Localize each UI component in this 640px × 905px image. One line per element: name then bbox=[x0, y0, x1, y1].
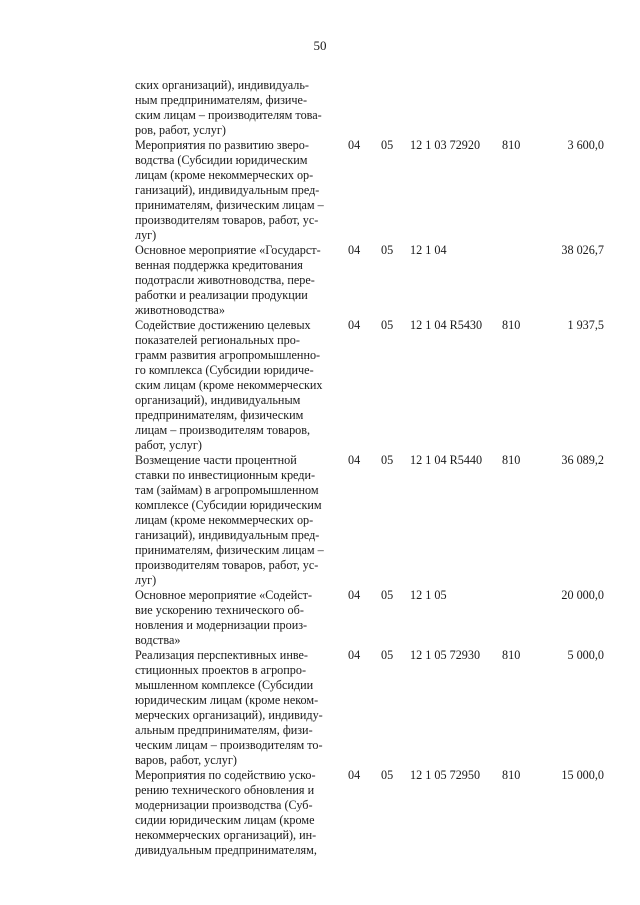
row-description: Основное мероприятие «Содейст- вие ускорению технического об- новления и модернизации произ- водства» bbox=[135, 588, 313, 647]
row-amount: 1 937,5 bbox=[567, 318, 604, 332]
page-number: 50 bbox=[313, 38, 327, 53]
row-description: Основное мероприятие «Государст- венная поддержка кредитования подотрасли животноводства, пере- работки и реализации продукции животноводства» bbox=[135, 243, 321, 317]
table-row bbox=[0, 318, 640, 453]
row-description: Возмещение части процентной ставки по инвестиционным креди- там (займам) в агропромышленном комплексе (Субсидии юридическим лицам (кроме некоммерческих ор- ганизаций), индивидуальным пред- принимателям, физическим лицам – производителям товаров, работ, ус- луг) bbox=[135, 453, 324, 587]
row-description: Мероприятия по содействию уско- рению технического обновления и модернизации производства (Суб- сидии юридическим лицам (кроме некоммерческих организаций), ин- дивидуальным предпринимателям, bbox=[135, 768, 317, 857]
table-row bbox=[0, 648, 640, 768]
row-target-article-code: 12 1 05 72930 bbox=[410, 648, 481, 662]
row-description: Мероприятия по развитию зверо- водства (Субсидии юридическим лицам (кроме некоммерческих ор- ганизаций), индивидуальным пред- принимателям, физическим лицам – производителям товаров, работ, ус- луг) bbox=[135, 138, 324, 242]
row-section-code: 04 bbox=[348, 453, 361, 467]
row-expense-type-code: 810 bbox=[502, 453, 521, 467]
row-subsection-code: 05 bbox=[381, 588, 394, 602]
row-expense-type-code: 810 bbox=[502, 318, 521, 332]
row-description: Содействие достижению целевых показателей региональных про- грамм развития агропромышленно- го комплекса (Субсидии юридиче- ским лицам (кроме некоммерческих организаций), индивидуальным предпринимателям, физическим лицам – производителям товаров, работ, услуг) bbox=[135, 318, 323, 452]
row-subsection-code: 05 bbox=[381, 243, 394, 257]
row-amount: 3 600,0 bbox=[567, 138, 604, 152]
row-expense-type-code: 810 bbox=[502, 768, 521, 782]
row-subsection-code: 05 bbox=[381, 318, 394, 332]
row-amount: 20 000,0 bbox=[561, 588, 604, 602]
table-row bbox=[0, 768, 640, 858]
row-section-code: 04 bbox=[348, 138, 361, 152]
row-section-code: 04 bbox=[348, 588, 361, 602]
row-target-article-code: 12 1 04 R5430 bbox=[410, 318, 483, 332]
table-row bbox=[0, 78, 640, 138]
row-expense-type-code: 810 bbox=[502, 648, 521, 662]
table-row bbox=[0, 138, 640, 243]
row-section-code: 04 bbox=[348, 318, 361, 332]
row-description: Реализация перспективных инве- стиционных проектов в агропро- мышленном комплексе (Субсидии юридическим лицам (кроме неком- мерческих организаций), индивиду- альным предпринимателям, физи- ческим лицам – производителям то- варов, работ, услуг) bbox=[135, 648, 323, 767]
budget-table bbox=[0, 78, 640, 858]
row-target-article-code: 12 1 04 bbox=[410, 243, 447, 257]
row-target-article-code: 12 1 05 bbox=[410, 588, 447, 602]
row-section-code: 04 bbox=[348, 768, 361, 782]
row-amount: 5 000,0 bbox=[567, 648, 604, 662]
row-target-article-code: 12 1 05 72950 bbox=[410, 768, 481, 782]
row-amount: 38 026,7 bbox=[561, 243, 604, 257]
row-subsection-code: 05 bbox=[381, 138, 394, 152]
row-target-article-code: 12 1 03 72920 bbox=[410, 138, 481, 152]
row-section-code: 04 bbox=[348, 243, 361, 257]
row-section-code: 04 bbox=[348, 648, 361, 662]
table-row bbox=[0, 243, 640, 318]
row-expense-type-code: 810 bbox=[502, 138, 521, 152]
table-row bbox=[0, 453, 640, 588]
row-amount: 15 000,0 bbox=[561, 768, 604, 782]
row-target-article-code: 12 1 04 R5440 bbox=[410, 453, 483, 467]
table-row bbox=[0, 588, 640, 648]
row-subsection-code: 05 bbox=[381, 768, 394, 782]
row-description: ских организаций), индивидуаль- ным предпринимателям, физиче- ским лицам – производителям това- ров, работ, услуг) bbox=[135, 78, 322, 137]
row-subsection-code: 05 bbox=[381, 453, 394, 467]
row-subsection-code: 05 bbox=[381, 648, 394, 662]
row-amount: 36 089,2 bbox=[561, 453, 604, 467]
